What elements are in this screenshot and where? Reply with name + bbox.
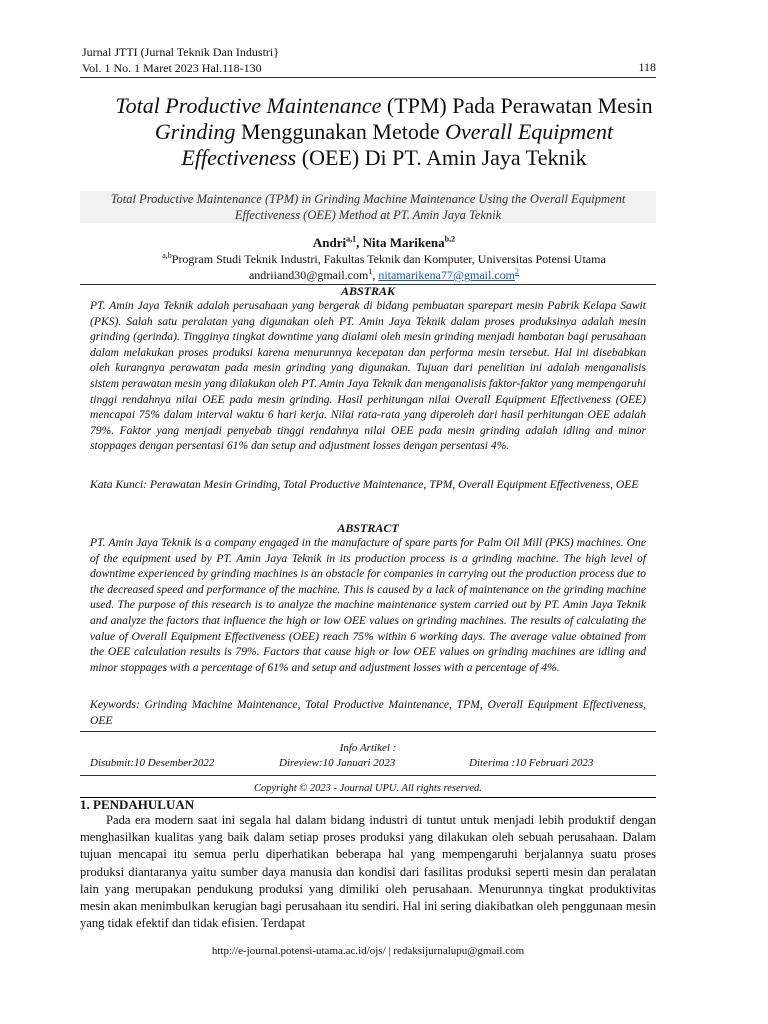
abstract-text: PT. Amin Jaya Teknik is a company engaged in the manufacture of spare parts for Palm Oil Mill (PKS) machines. One of the equipment used by PT. Amin Jaya Teknik in its production process is a grinding machine. The high level of downtime experienced by grinding machines is an obstacle for companies in carrying out the production process due to the decreased speed and performance of the machine. This is caused by a lack of maintenance on the grinding machine used. The purpose of this research is to analyze the machine maintenance system carried out by PT. Amin Jaya Teknik and analyze the factors that influence the high or low OEE values on grinding machines. The results of calculating the value of Overall Equipment Effectiveness (OEE) reach 75% within 6 working days. The average value obtained from the OEE calculation results is 79%. Factors that cause high or low OEE values on grinding machines are idling and minor stoppages with a percentage of 61% and setup and adjustment losses with a percentage of 4%. xyxy=(90,536,646,674)
author-separator: , xyxy=(356,235,363,250)
title-part-6: Effectiveness xyxy=(181,145,297,170)
paper-title xyxy=(80,93,688,171)
affiliation-text: Program Studi Teknik Industri, Fakultas Teknik dan Komputer, Universitas Potensi Utama xyxy=(171,252,606,266)
article-info-label: Info Artikel : xyxy=(339,742,397,754)
author-list xyxy=(80,235,688,251)
author-2-sup: b,2 xyxy=(444,234,456,244)
abstrak-text: PT. Amin Jaya Teknik adalah perusahaan yang bergerak di bidang pembuatan sparepart mesin Pabrik Kelapa Sawit (PKS). Salah satu peralatan yang digunakan oleh PT. Amin Jaya Teknik dalam proses produksinya adalah mesin grinding (gerinda). Tingginya tingkat downtime yang dialami oleh mesin grinding menjadi hambatan bagi perusahaan dalam melakukan proses produksi karena menurunnya kecepatan dan performa mesin tersebut. Hal ini disebabkan oleh kurangnya perawatan pada mesin grinding yang digunakan. Tujuan dari penelitian ini adalah menganalisis sistem perawatan mesin yang dilakukan oleh PT. Amin Jaya Teknik dan menganalisis faktor-faktor yang mempengaruhi tinggi rendahnya nilai OEE pada mesin grinding. Hasil perhitungan nilai Overall Equipment Effectiveness (OEE) mencapai 75% dalam interval waktu 6 hari kerja. Nilai rata-rata yang diperoleh dari hasil perhitungan OEE adalah 79%. Faktor yang menjadi penyebab tinggi rendahnya nilai OEE pada mesin grinding adalah idling and minor stoppages dengan persentasi 61% dan setup and adjustment losses dengan persentasi 4%. xyxy=(90,299,646,453)
footer-links: http://e-journal.potensi-utama.ac.id/ojs/ | redaksijurnalupu@gmail.com xyxy=(211,945,525,957)
title-part-1: Total Productive Maintenance xyxy=(115,93,382,118)
email-1: andriiand30@gmail.com xyxy=(248,268,369,282)
accepted-date: Diterima :10 Februari 2023 xyxy=(469,757,594,769)
volume-info: Vol. 1 No. 1 Maret 2023 Hal.118-130 xyxy=(82,61,262,75)
page-number: 118 xyxy=(638,60,656,74)
reviewed-date: Direview:10 Januari 2023 xyxy=(279,757,396,769)
email-2-link[interactable]: nitamarikena77@gmail.com xyxy=(378,268,516,282)
author-2: Nita Marikena xyxy=(362,235,445,250)
author-1-sup: a,1 xyxy=(346,234,357,244)
running-header xyxy=(82,44,279,76)
info-bottom-rule xyxy=(80,775,656,776)
email-line xyxy=(80,268,688,283)
title-part-3: Grinding xyxy=(154,119,236,144)
title-part-4: Menggunakan Metode xyxy=(235,119,446,144)
affiliation xyxy=(80,252,688,267)
submitted-date: Disubmit:10 Desember2022 xyxy=(90,757,215,769)
abstract-heading: ABSTRACT xyxy=(337,521,399,535)
header-rule xyxy=(80,77,656,78)
affiliation-sup: a,b xyxy=(162,251,172,260)
english-title: Total Productive Maintenance (TPM) in Grinding Machine Maintenance Using the Overall Equipment Effectiveness (OEE) Method at PT. Amin Jaya Teknik xyxy=(80,191,656,223)
info-rule xyxy=(80,731,656,732)
section-body: Pada era modern saat ini segala hal dalam bidang industri di tuntut untuk menjadi lebih produktif dengan menghasilkan kualitas yang baik dalam setiap proses produksi yang dilakukan oleh sebuah perusahaan. Dalam tujuan mencapai itu semua perlu diperhatikan beberapa hal yang mempengaruhi berjalannya suatu proses produksi diantaranya yaitu sumber daya manusia dan kondisi dari fasilitas produksi seperti mesin dan peralatan lain yang merupakan pendukung produksi yang dimiliki oleh perusahaan. Menurunnya tingkat produktivitas mesin akan menimbulkan kerugian bagi perusahaan itu sendiri. Hal ini sering diakibatkan oleh penggunaan mesin yang tidak efektif dan tidak efisien. Terdapat xyxy=(80,813,656,931)
title-part-5: Overall Equipment xyxy=(445,119,614,144)
journal-name: Jurnal JTTI (Jurnal Teknik Dan Industri} xyxy=(82,45,279,59)
title-part-2: (TPM) Pada Perawatan Mesin xyxy=(381,93,653,118)
copyright: Copyright © 2023 - Journal UPU. All rights reserved. xyxy=(254,783,482,794)
email-2-sup: 2 xyxy=(515,267,520,276)
section-heading: 1. PENDAHULUAN xyxy=(80,797,195,812)
title-part-7: (OEE) Di PT. Amin Jaya Teknik xyxy=(296,145,587,170)
keywords: Keywords: Grinding Machine Maintenance, Total Productive Maintenance, TPM, Overall Equipment Effectiveness, OEE xyxy=(90,698,646,727)
email-1-sup: 1 xyxy=(368,267,373,276)
abstrak-heading: ABSTRAK xyxy=(340,284,396,298)
author-1: Andri xyxy=(312,235,347,250)
email-separator: , xyxy=(372,268,379,282)
kata-kunci: Kata Kunci: Perawatan Mesin Grinding, Total Productive Maintenance, TPM, Overall Equipment Effectiveness, OEE xyxy=(90,478,639,491)
